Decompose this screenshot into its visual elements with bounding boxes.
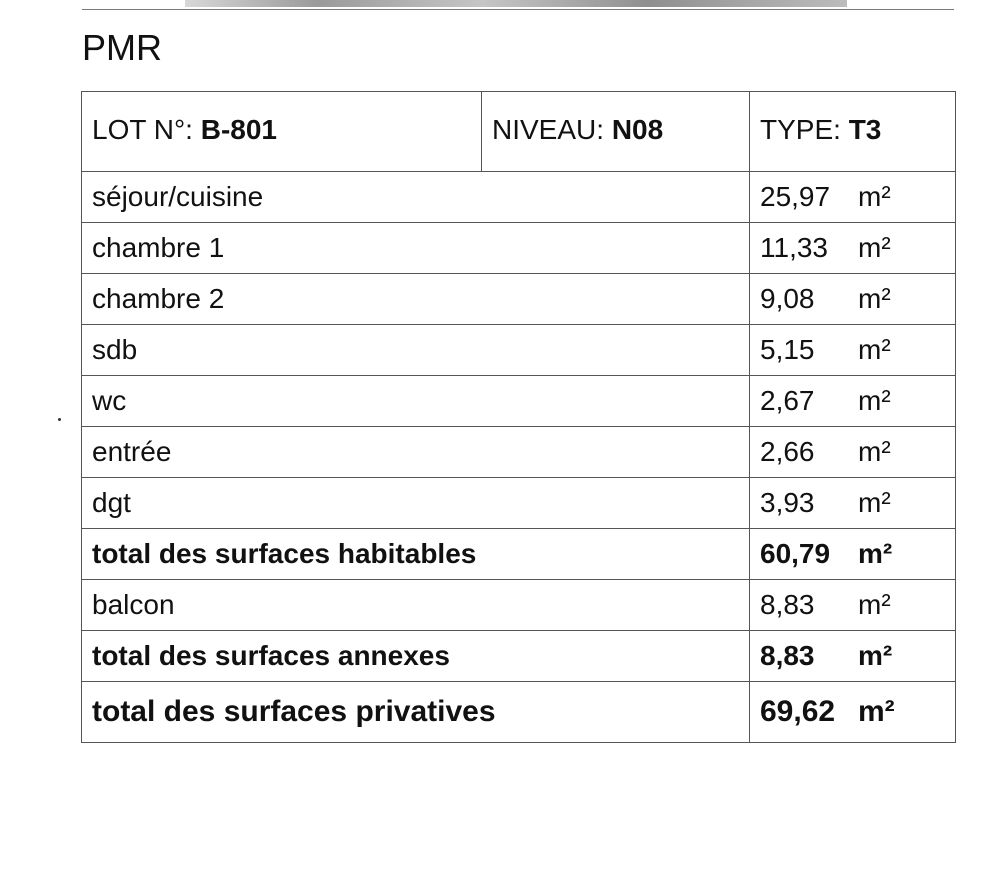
room-label: entrée xyxy=(82,427,750,478)
area-unit: m² xyxy=(858,385,891,416)
area-value: 8,83 xyxy=(760,640,815,671)
area-value: 11,33 xyxy=(760,232,828,263)
lot-cell xyxy=(82,92,482,172)
surface-table xyxy=(81,91,956,743)
table-row xyxy=(82,580,956,631)
room-label: wc xyxy=(82,376,750,427)
table-row xyxy=(82,682,956,743)
room-label: sdb xyxy=(82,325,750,376)
room-label: chambre 1 xyxy=(82,223,750,274)
area-unit: m² xyxy=(858,640,893,671)
area-cell xyxy=(750,427,956,478)
area-unit: m² xyxy=(858,334,891,365)
room-label: total des surfaces privatives xyxy=(82,682,750,743)
scan-edge-strip xyxy=(185,0,847,7)
table-row xyxy=(82,325,956,376)
table-row xyxy=(82,376,956,427)
area-value: 25,97 xyxy=(760,181,831,212)
type-value: T3 xyxy=(848,114,882,145)
page-title: PMR xyxy=(82,27,162,68)
area-unit: m² xyxy=(858,232,891,263)
type-cell xyxy=(750,92,956,172)
scan-speck xyxy=(58,418,61,421)
area-unit: m² xyxy=(858,181,891,212)
area-unit: m² xyxy=(858,538,893,569)
niveau-label: NIVEAU: xyxy=(492,114,612,145)
lot-value: B-801 xyxy=(200,114,277,145)
area-unit: m² xyxy=(858,487,891,518)
area-cell xyxy=(750,631,956,682)
area-value: 5,15 xyxy=(760,334,815,365)
type-label: TYPE: xyxy=(760,114,849,145)
area-value: 69,62 xyxy=(760,695,836,728)
area-cell xyxy=(750,325,956,376)
area-value: 9,08 xyxy=(760,283,815,314)
area-cell xyxy=(750,580,956,631)
table-row xyxy=(82,427,956,478)
niveau-value: N08 xyxy=(611,114,664,145)
table-row xyxy=(82,529,956,580)
table-row xyxy=(82,223,956,274)
area-value: 2,67 xyxy=(760,385,815,416)
area-unit: m² xyxy=(858,436,891,467)
area-unit: m² xyxy=(858,283,891,314)
table-row xyxy=(82,478,956,529)
room-label: total des surfaces annexes xyxy=(82,631,750,682)
room-label: séjour/cuisine xyxy=(82,172,750,223)
area-cell xyxy=(750,529,956,580)
room-label: dgt xyxy=(82,478,750,529)
area-cell xyxy=(750,682,956,743)
area-value: 8,83 xyxy=(760,589,815,620)
area-value: 3,93 xyxy=(760,487,815,518)
area-unit: m² xyxy=(858,695,895,728)
room-label: chambre 2 xyxy=(82,274,750,325)
top-divider xyxy=(82,9,954,10)
niveau-cell xyxy=(482,92,750,172)
table-row xyxy=(82,631,956,682)
table-row xyxy=(82,172,956,223)
area-cell xyxy=(750,274,956,325)
area-value: 60,79 xyxy=(760,538,831,569)
table-header-row xyxy=(82,92,956,172)
room-label: total des surfaces habitables xyxy=(82,529,750,580)
table-row xyxy=(82,274,956,325)
area-value: 2,66 xyxy=(760,436,815,467)
area-cell xyxy=(750,478,956,529)
area-cell xyxy=(750,223,956,274)
area-cell xyxy=(750,376,956,427)
area-unit: m² xyxy=(858,589,891,620)
room-label: balcon xyxy=(82,580,750,631)
lot-label: LOT N°: xyxy=(92,114,201,145)
area-cell xyxy=(750,172,956,223)
